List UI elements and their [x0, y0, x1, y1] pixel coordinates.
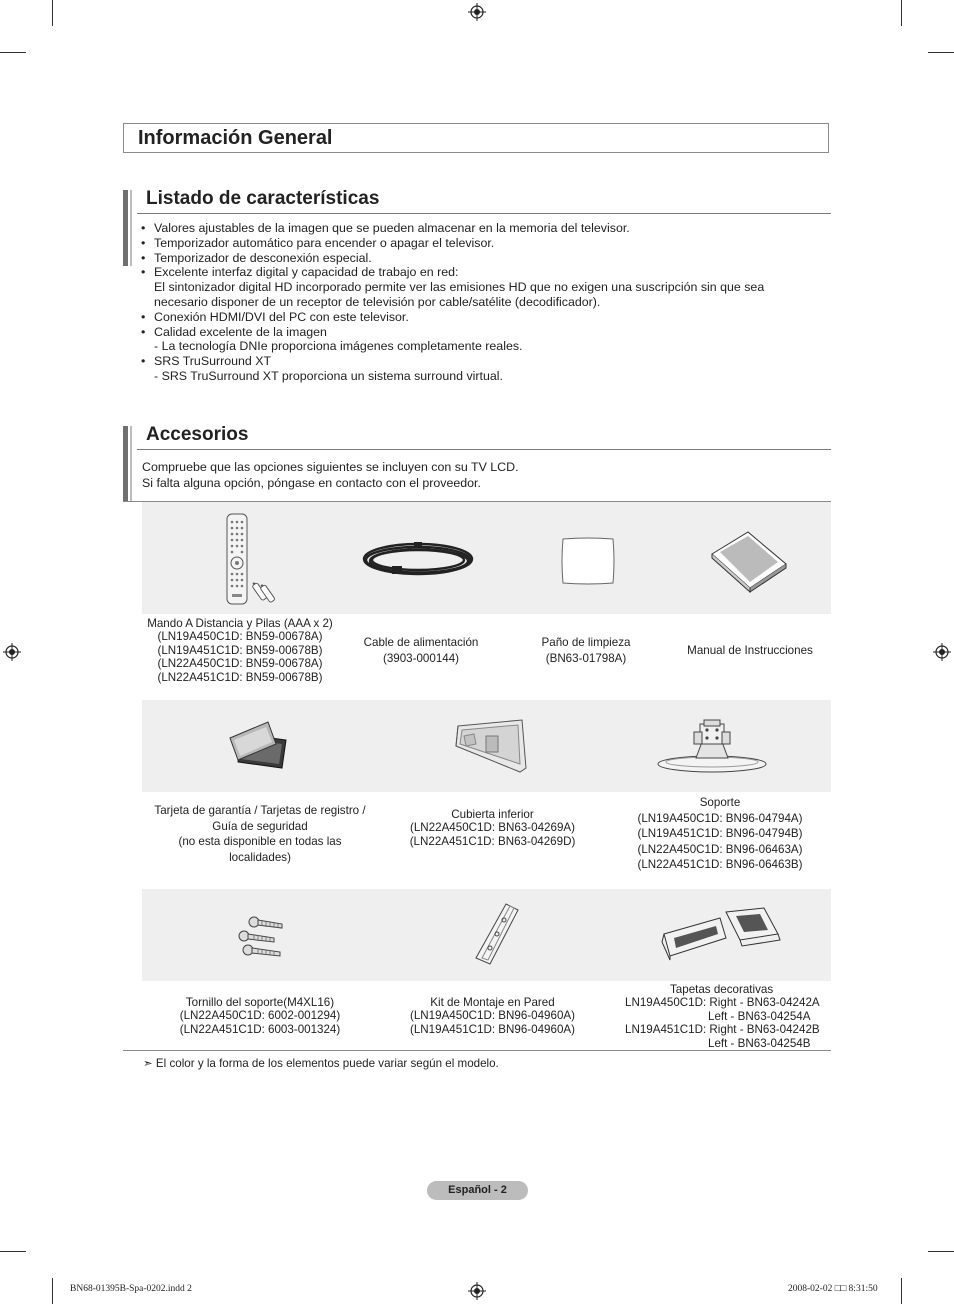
crop-mark: [901, 1278, 902, 1304]
features-list: [141, 221, 821, 384]
section-underline: [137, 449, 831, 450]
page-number-label: Español - 2: [427, 1181, 528, 1200]
accessory-caption: [140, 803, 380, 865]
caption-line: (LN22A451C1D: 6003-001324): [179, 1022, 341, 1036]
caption-line: (LN22A450C1D: BN63-04269A): [410, 821, 575, 835]
remote-control-icon: [222, 512, 278, 608]
caption-line: Mando A Distancia y Pilas (AAA x 2): [147, 617, 333, 630]
bullet-icon: •: [141, 221, 146, 235]
bullet-icon: •: [141, 324, 146, 339]
caption-line: (3903-000144): [382, 651, 460, 665]
feature-line: El sintonizador digital HD incorporado permite ver las emisiones HD que no exigen una suscripción sin que sea: [154, 280, 765, 295]
stand-icon: [656, 718, 768, 774]
feature-line: Excelente interfaz digital y capacidad de trabajo en red:: [154, 265, 459, 280]
caption-line: Left - BN63-04254A: [708, 1009, 811, 1023]
feature-line: Calidad excelente de la imagen: [154, 324, 327, 339]
accessory-caption: [345, 635, 497, 666]
bullet-icon: •: [141, 354, 146, 369]
feature-line: Conexión HDMI/DVI del PC con este televisor.: [154, 309, 409, 324]
intro-line: Si falta alguna opción, póngase en contacto con el proveedor.: [142, 476, 481, 490]
caption-line: Tapetas decorativas: [670, 983, 774, 996]
crop-mark: [0, 1251, 26, 1252]
caption-line: Cubierta inferior: [451, 808, 534, 821]
date-info: 2008-02-02 □□ 8:31:50: [788, 1284, 878, 1294]
caption-line: Tarjeta de garantía / Tarjetas de registro /: [154, 804, 366, 817]
caption-line: LN19A450C1D: Right - BN63-04242A: [625, 996, 820, 1010]
wall-mount-kit-icon: [472, 902, 522, 966]
caption-line: Left - BN63-04254B: [708, 1036, 811, 1050]
crop-mark: [928, 52, 954, 53]
bullet-icon: •: [141, 250, 146, 265]
registration-mark-icon: [3, 643, 21, 661]
features-title: Listado de características: [146, 188, 380, 209]
main-heading: Información General: [138, 127, 333, 149]
caption-line: Guía de seguridad: [212, 819, 308, 833]
bullet-icon: •: [141, 265, 146, 280]
caption-line: (no esta disponible en todas las: [178, 835, 342, 849]
section-underline: [137, 213, 831, 214]
registration-mark-icon: [933, 643, 951, 661]
caption-line: (LN19A451C1D: BN96-04794B): [637, 827, 803, 841]
caption-line: localidades): [229, 850, 291, 864]
section-bar: [123, 426, 128, 502]
accessory-caption: [520, 635, 652, 666]
caption-line: (LN19A450C1D: BN96-04960A): [410, 1009, 575, 1023]
caption-line: Paño de limpieza: [541, 636, 631, 649]
caption-line: (LN22A450C1D: BN59-00678A): [157, 657, 323, 671]
crop-mark: [52, 1278, 53, 1304]
feature-item: [141, 265, 821, 309]
accessories-title: Accesorios: [146, 424, 249, 445]
caption-line: (LN19A451C1D: BN59-00678B): [157, 643, 323, 657]
screws-icon: [232, 914, 288, 960]
caption-line: (LN22A450C1D: 6002-001294): [179, 1009, 341, 1023]
intro-line: Compruebe que las opciones siguientes se incluyen con su TV LCD.: [142, 460, 519, 474]
feature-item: [141, 325, 821, 355]
feature-line: - SRS TruSurround XT proporciona un sistema surround virtual.: [154, 368, 503, 383]
accessory-caption: [160, 996, 360, 1036]
table-rule: [123, 1050, 831, 1051]
bottom-cover-icon: [452, 716, 530, 776]
crop-mark: [901, 0, 902, 26]
bullet-icon: •: [141, 309, 146, 324]
caption-line: Tornillo del soporte(M4XL16): [185, 996, 335, 1009]
caption-line: (LN22A451C1D: BN63-04269D): [409, 834, 576, 848]
feature-line: - La tecnología DNIe proporciona imágenes completamente reales.: [154, 339, 523, 354]
registration-mark-icon: [468, 1282, 486, 1300]
feature-line: necesario disponer de un receptor de televisión por cable/satélite (decodificador).: [154, 294, 601, 309]
accessory-caption: [670, 644, 830, 657]
caption-line: (LN22A450C1D: BN96-06463A): [637, 842, 803, 856]
caption-line: (LN22A451C1D: BN59-00678B): [157, 670, 323, 684]
section-bar: [123, 190, 128, 266]
accessory-caption: [620, 795, 820, 873]
feature-line: Valores ajustables de la imagen que se pueden almacenar en la memoria del televisor.: [154, 221, 630, 235]
accessory-caption: [140, 617, 340, 684]
caption-line: (LN19A451C1D: BN96-04960A): [410, 1022, 575, 1036]
caption-line: (BN63-01798A): [545, 651, 627, 665]
feature-line: Temporizador de desconexión especial.: [154, 250, 372, 265]
caption-line: (LN19A450C1D: BN59-00678A): [157, 630, 323, 644]
caption-line: Soporte: [699, 796, 741, 809]
feature-item: [141, 221, 821, 236]
caption-line: Manual de Instrucciones: [687, 644, 813, 657]
manual-icon: [708, 530, 788, 592]
feature-item: [141, 310, 821, 325]
bullet-icon: •: [141, 235, 146, 250]
section-bar: [130, 190, 132, 266]
accessory-caption: [400, 808, 585, 848]
note-text: ➣ El color y la forma de los elementos puede variar según el modelo.: [143, 1057, 499, 1070]
registration-mark-icon: [468, 3, 486, 21]
main-heading-box: [123, 123, 829, 153]
accessory-caption: [400, 996, 585, 1036]
file-info: BN68-01395B-Spa-0202.indd 2: [70, 1284, 192, 1294]
feature-item: [141, 236, 821, 251]
caption-line: Kit de Montaje en Pared: [430, 996, 555, 1009]
accessory-caption: [612, 983, 832, 1050]
warranty-cards-icon: [228, 720, 288, 770]
section-bar: [130, 426, 132, 502]
decorative-covers-icon: [660, 904, 782, 962]
crop-mark: [0, 52, 26, 53]
cleaning-cloth-icon: [560, 536, 616, 586]
feature-line: Temporizador automático para encender o apagar el televisor.: [154, 235, 495, 250]
accessories-intro: [142, 459, 519, 491]
feature-item: [141, 354, 821, 384]
caption-line: Cable de alimentación: [363, 636, 479, 649]
crop-mark: [928, 1251, 954, 1252]
crop-mark: [52, 0, 53, 26]
feature-line: SRS TruSurround XT: [154, 354, 272, 369]
caption-line: (LN19A450C1D: BN96-04794A): [637, 811, 803, 825]
caption-line: (LN22A451C1D: BN96-06463B): [637, 858, 803, 872]
caption-line: LN19A451C1D: Right - BN63-04242B: [625, 1023, 820, 1037]
power-cable-icon: [362, 540, 476, 580]
feature-item: [141, 251, 821, 266]
